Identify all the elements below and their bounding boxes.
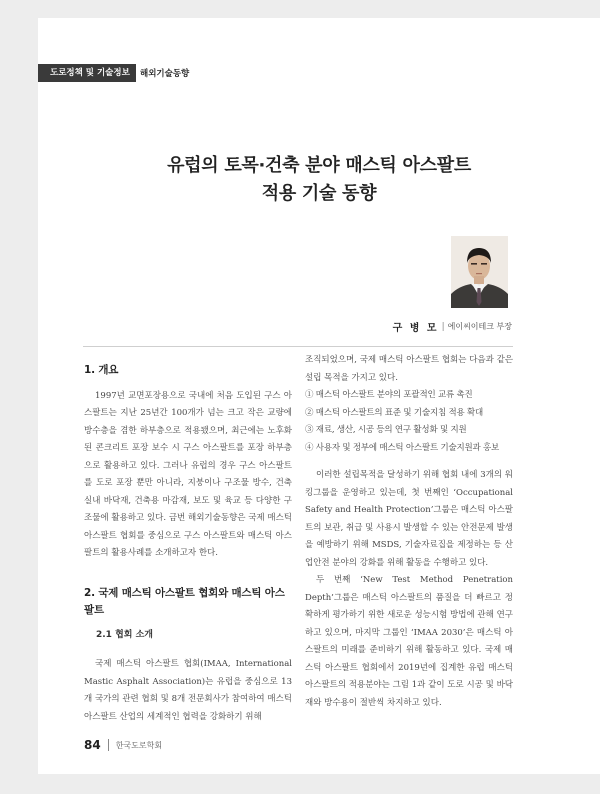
section1-paragraph: 1997년 교면포장용으로 국내에 처음 도입된 구스 아스팔트는 지난 25년간 100개가 넘는 크고 작은 교량에 방수층을 겸한 하부층으로 적용됐으며, 최근에는 노후화된 콘크리트 포장 보수 시 구스 아스팔트를 포장 하부층으로 활용하고 있다. 그러나 유럽의 경우 구스 아스팔트를 도로 포장 뿐만 아니라, 지붕이나 구조물 방수, 건축 실내 바닥재, 건축용 마감재, 보도 및 육교 등 다양한 구조물에 활용하고 있다. 금번 해외기술동향은 국제 매스틱 아스팔트 협회를 중심으로 구스 아스팔트와 매스틱 아스팔트의 활용사례를 소개하고자 한다. xyxy=(84,390,292,558)
author-affiliation: 에이씨이테크 부장 xyxy=(447,322,512,331)
author-portrait-image xyxy=(451,236,508,308)
article-title-line2: 적용 기술 동향 xyxy=(261,183,377,204)
goal-item: ② 매스틱 아스팔트의 표준 및 기술지침 적용 확대 xyxy=(305,407,484,418)
footer-divider xyxy=(108,739,109,751)
left-column xyxy=(84,352,292,726)
section2-heading: 2. 국제 매스틱 아스팔트 협회와 매스틱 아스팔트 xyxy=(84,586,285,616)
header-subcategory: 해외기술동향 xyxy=(140,69,190,79)
working-groups-paragraph: 이러한 설립목적을 달성하기 위해 협회 내에 3개의 워킹그룹을 운영하고 있는데, 첫 번째인 ‘Occupational Safety and Health Protection’그룹은 매스틱 아스팔트의 보관, 취급 및 사용시 발생할 수 있는 안전문제 발생을 예방하기 위해 MSDS, 기술자료집을 제정하는 등 산업안전 분야의 강화를 위해 활동을 수행하고 있다. xyxy=(305,470,513,568)
page-footer xyxy=(84,738,162,752)
divider-rule xyxy=(83,346,513,347)
goal-item: ④ 사용자 및 정부에 매스틱 아스팔트 기술지원과 홍보 xyxy=(305,442,500,453)
top-margin-band xyxy=(0,0,600,18)
second-group-paragraph: 두 번째 ‘New Test Method Penetration Depth’그룹은 매스틱 아스팔트의 품질을 더 빠르고 정확하게 평가하기 위한 새로운 성능시험 방법에 관해 연구하고 있으며, 마지막 그룹인 ‘IMAA 2030’은 매스틱 아스팔트의 미래를 준비하기 위해 활동하고 있다. 국제 매스틱 아스팔트 협회에서 2019년에 집계한 유럽 매스틱 아스팔트의 적용분야는 그림 1과 같이 도로 시공 및 바닥재와 방수용이 절반씩 차지하고 있다. xyxy=(305,575,513,708)
right-column xyxy=(305,352,513,712)
section1-heading: 1. 개요 xyxy=(84,364,119,376)
author-separator: | xyxy=(441,321,445,332)
page-number: 84 xyxy=(84,738,101,752)
goal-item: ③ 재료, 생산, 시공 등의 연구 활성화 및 지원 xyxy=(305,425,467,435)
side-margin-band xyxy=(0,0,38,794)
section2-1-paragraph: 국제 매스틱 아스팔트 협회(IMAA, International Mastic Asphalt Association)는 유럽을 중심으로 13개 국가의 관련 협회 및 8개 전문회사가 참여하여 매스틱 아스팔트 산업의 세계적인 협력을 강화하기 위해 xyxy=(84,659,292,722)
publisher-name: 한국도로학회 xyxy=(115,740,163,750)
header-category: 도로정책 및 기술정보 xyxy=(38,64,136,82)
author-photo xyxy=(451,236,508,308)
goal-item: ① 매스틱 아스팔트 분야의 포괄적인 교류 촉진 xyxy=(305,390,473,400)
author-name: 구 병 모 xyxy=(392,323,439,334)
goals-list xyxy=(305,387,513,457)
article-title-line1: 유럽의 토목·건축 분야 매스틱 아스팔트 xyxy=(167,155,471,176)
author-byline xyxy=(393,319,512,334)
bottom-margin-band xyxy=(0,774,600,794)
right-intro-paragraph: 조직되었으며, 국제 매스틱 아스팔트 협회는 다음과 같은 설립 목적을 가지고 있다. xyxy=(305,355,513,383)
section-header-tag xyxy=(38,64,189,82)
article-title xyxy=(38,152,600,208)
section2-1-heading: 2.1 협회 소개 xyxy=(96,629,153,640)
